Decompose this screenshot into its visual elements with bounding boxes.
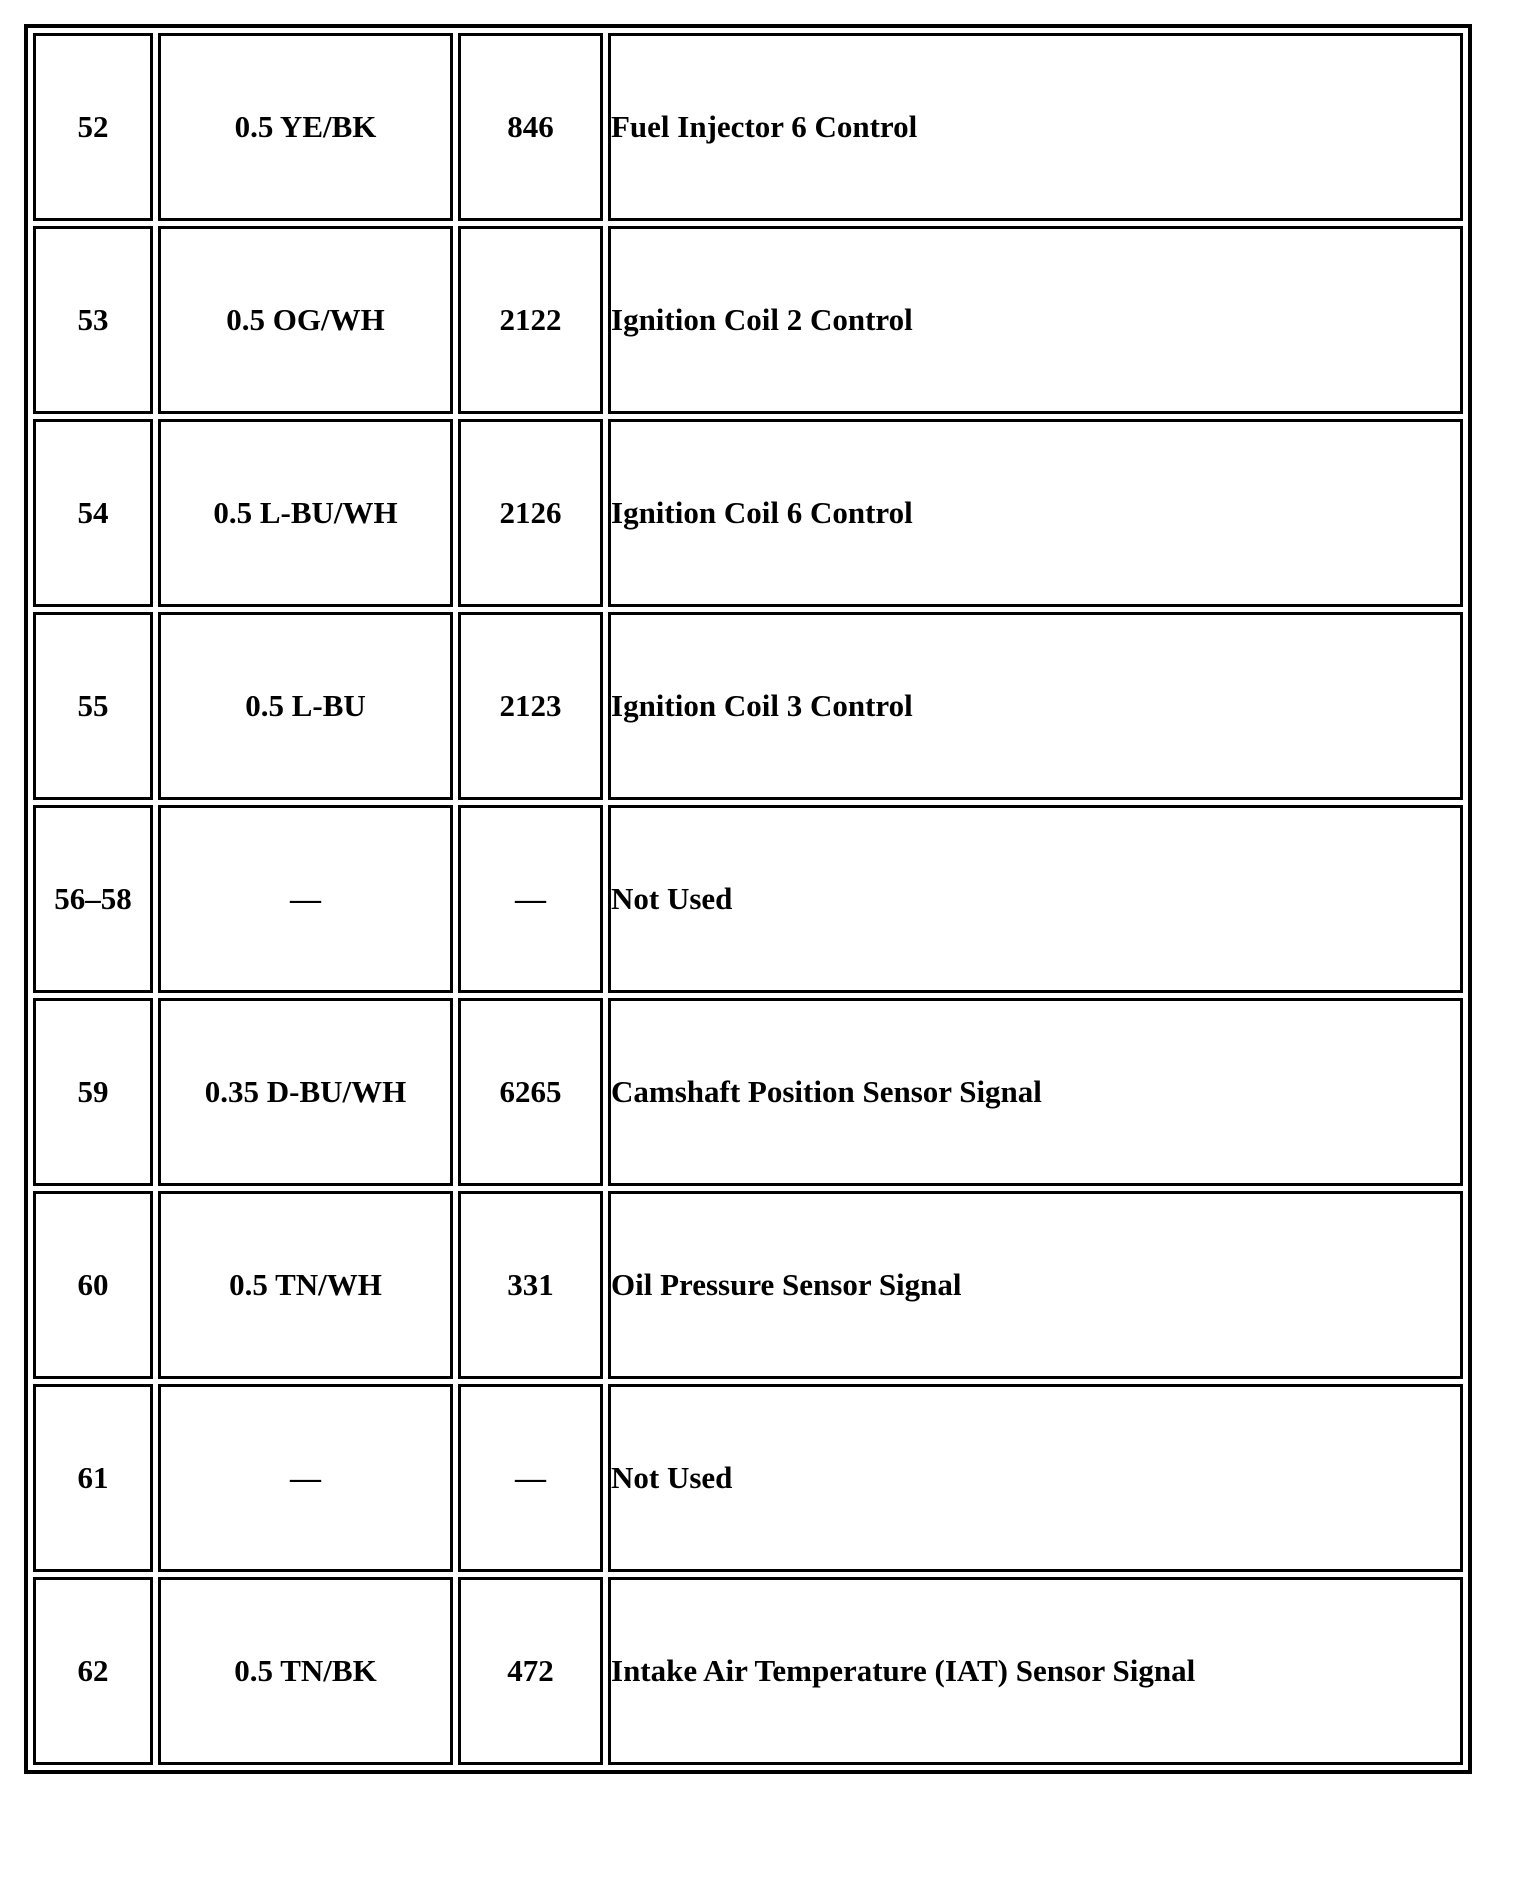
- circuit-cell: —: [458, 1384, 603, 1572]
- circuit-cell: 331: [458, 1191, 603, 1379]
- function-cell: Ignition Coil 2 Control: [608, 226, 1463, 414]
- wire-cell: 0.5 L-BU: [158, 612, 453, 800]
- wire-cell: —: [158, 1384, 453, 1572]
- function-cell: Ignition Coil 6 Control: [608, 419, 1463, 607]
- function-cell: Camshaft Position Sensor Signal: [608, 998, 1463, 1186]
- table-row: [33, 1577, 1463, 1765]
- wire-cell: 0.5 TN/BK: [158, 1577, 453, 1765]
- table-row: [33, 805, 1463, 993]
- table-row: [33, 1384, 1463, 1572]
- wire-cell: 0.5 OG/WH: [158, 226, 453, 414]
- pin-cell: 61: [33, 1384, 153, 1572]
- pin-cell: 60: [33, 1191, 153, 1379]
- function-cell: Ignition Coil 3 Control: [608, 612, 1463, 800]
- circuit-cell: 2122: [458, 226, 603, 414]
- pin-cell: 56–58: [33, 805, 153, 993]
- function-cell: Not Used: [608, 805, 1463, 993]
- table-row: [33, 33, 1463, 221]
- table-row: [33, 1191, 1463, 1379]
- table-row: [33, 419, 1463, 607]
- table-row: [33, 612, 1463, 800]
- wire-cell: —: [158, 805, 453, 993]
- circuit-cell: 2126: [458, 419, 603, 607]
- circuit-cell: 472: [458, 1577, 603, 1765]
- pin-cell: 62: [33, 1577, 153, 1765]
- wire-cell: 0.5 TN/WH: [158, 1191, 453, 1379]
- function-cell: Not Used: [608, 1384, 1463, 1572]
- pinout-table-frame: [24, 24, 1472, 1774]
- wire-cell: 0.5 L-BU/WH: [158, 419, 453, 607]
- table-row: [33, 998, 1463, 1186]
- pin-cell: 53: [33, 226, 153, 414]
- pin-cell: 55: [33, 612, 153, 800]
- pin-cell: 52: [33, 33, 153, 221]
- table-row: [33, 226, 1463, 414]
- wire-cell: 0.5 YE/BK: [158, 33, 453, 221]
- wire-cell: 0.35 D-BU/WH: [158, 998, 453, 1186]
- function-cell: Fuel Injector 6 Control: [608, 33, 1463, 221]
- circuit-cell: 846: [458, 33, 603, 221]
- pin-cell: 59: [33, 998, 153, 1186]
- function-cell: Oil Pressure Sensor Signal: [608, 1191, 1463, 1379]
- circuit-cell: —: [458, 805, 603, 993]
- circuit-cell: 6265: [458, 998, 603, 1186]
- function-cell: Intake Air Temperature (IAT) Sensor Signal: [608, 1577, 1463, 1765]
- pin-cell: 54: [33, 419, 153, 607]
- pinout-table: [28, 28, 1468, 1770]
- circuit-cell: 2123: [458, 612, 603, 800]
